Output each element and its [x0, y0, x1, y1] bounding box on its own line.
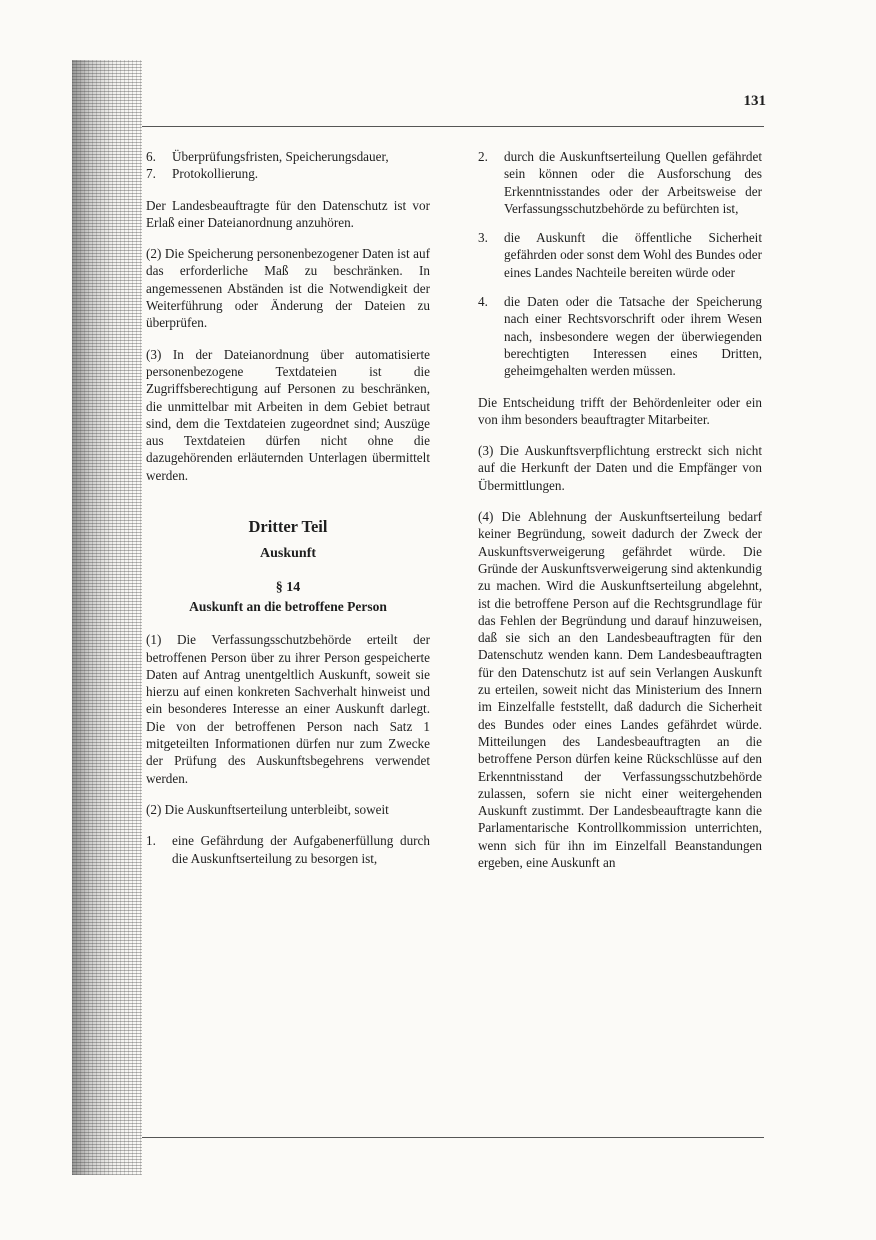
left-column	[146, 148, 430, 879]
list-item-2	[478, 148, 762, 217]
list-number: 6.	[146, 149, 156, 164]
list-text: eine Gefährdung der Aufgabenerfüllung durch die Auskunftserteilung zu besorgen ist,	[172, 833, 430, 866]
list-number: 2.	[478, 149, 488, 164]
page-number: 131	[743, 93, 766, 109]
list-text: Protokollierung.	[172, 166, 259, 182]
list-number: 1.	[146, 833, 156, 849]
part-heading: Dritter Teil	[248, 517, 328, 537]
paragraph: (2) Die Speicherung personenbezogener Daten ist auf das erforderliche Maß zu beschränken. In angemessenen Abständen ist die Notwendigkeit der Weiterführung oder Änderung der Dateien zu überprüfen.	[146, 246, 430, 331]
list-text: die Auskunft die öffentliche Sicherheit gefährden oder sonst dem Wohl des Bundes oder eines Landes Nachteile bereiten würde oder	[504, 230, 762, 280]
paragraph: Der Landesbeauftragte für den Datenschutz ist vor Erlaß einer Dateianordnung anzuhören.	[146, 197, 430, 230]
list-number: 7.	[146, 166, 156, 182]
list-item-1	[146, 832, 430, 867]
section-number: § 14	[275, 579, 301, 595]
list-text: Überprüfungsfristen, Speicherungsdauer,	[172, 149, 389, 164]
footer-rule	[142, 1137, 764, 1138]
paragraph: (1) Die Verfassungsschutzbehörde erteilt der betroffenen Person über zu ihrer Person gespeicherte Daten auf Antrag unentgeltlich Auskunft, soweit sie hierzu auf einen konkreten Sachverhalt hinweist und ein besonderes Interesse an einer Auskunft darlegt. Die von der betroffenen Person nach Satz 1 mitgeteilten Informationen dürfen nur zum Zwecke der Prüfung des Auskunftsbegehrens verwendet werden.	[146, 632, 430, 786]
list-number: 3.	[478, 230, 488, 246]
paragraph: (3) Die Auskunftsverpflichtung erstreckt sich nicht auf die Herkunft der Daten und die Empfänger von Übermittlungen.	[478, 443, 762, 493]
paragraph: (4) Die Ablehnung der Auskunftserteilung bedarf keiner Begründung, soweit dadurch der Zweck der Auskunftsverweigerung gefährdet würde. Die Gründe der Auskunftsverweigerung sind aktenkundig zu machen. Wird die Auskunftserteilung abgelehnt, ist die betroffene Person auf die Rechtsgrundlage für das Fehlen der Begründung und darauf hinzuweisen, daß sie sich an den Landesbeauftragten für den Datenschutz wenden kann. Dem Landesbeauftragten für den Datenschutz ist auf sein Verlangen Auskunft zu erteilen, soweit nicht das Ministerium des Innern im Einzelfalle feststellt, daß dadurch die Sicherheit des Bundes oder eines Landes gefährdet würde. Mitteilungen des Landesbeauftragten an die betroffene Person dürfen keine Rückschlüsse auf den Erkenntnisstand der Verfassungsschutzbehörde zulassen, sofern sie nicht einer weitergehenden Auskunft zustimmt. Der Landesbeauftragte kann die Parlamentarische Kontrollkommission unterrichten, wenn sich für ihn im Einzelfall Beanstandungen ergeben, eine Auskunft an	[478, 509, 762, 870]
book-spine-shadow	[72, 60, 142, 1175]
paragraph: Die Entscheidung trifft der Behördenleiter oder ein von ihm besonders beauftragter Mitarbeiter.	[478, 394, 762, 427]
list-item-7	[146, 165, 430, 182]
list-text: durch die Auskunftserteilung Quellen gefährdet sein können oder die Ausforschung des Erkenntnisstandes oder der Arbeitsweise der Verfassungsschutzbehörde zu befürchten ist,	[504, 149, 762, 216]
right-column	[478, 148, 762, 885]
header-rule	[142, 126, 764, 127]
list-item-6	[146, 148, 430, 165]
list-item-4	[478, 293, 762, 379]
sub-heading: Auskunft	[259, 546, 317, 562]
section-title: Auskunft an die betroffene Person	[189, 598, 387, 614]
list-number: 4.	[478, 294, 488, 310]
paragraph: (2) Die Auskunftserteilung unterbleibt, soweit	[146, 801, 389, 817]
paragraph: (3) In der Dateianordnung über automatisierte personenbezogene Textdateien ist die Zugriffsberechtigung auf Personen zu beschränken, die unmittelbar mit Arbeiten in dem Gebiet betraut sind, dem die Textdateien zugeordnet sind; Auszüge aus Textdateien dürfen nicht ohne die dazugehörenden erläuternden Unterlagen übermittelt werden.	[146, 346, 430, 483]
list-item-3	[478, 229, 762, 281]
list-text: die Daten oder die Tatsache der Speicherung nach einer Rechtsvorschrift oder ihrem Wesen nach, insbesondere wegen der überwiegenden berechtigten Interessen eines Dritten, geheimgehalten werden müssen.	[504, 294, 762, 379]
